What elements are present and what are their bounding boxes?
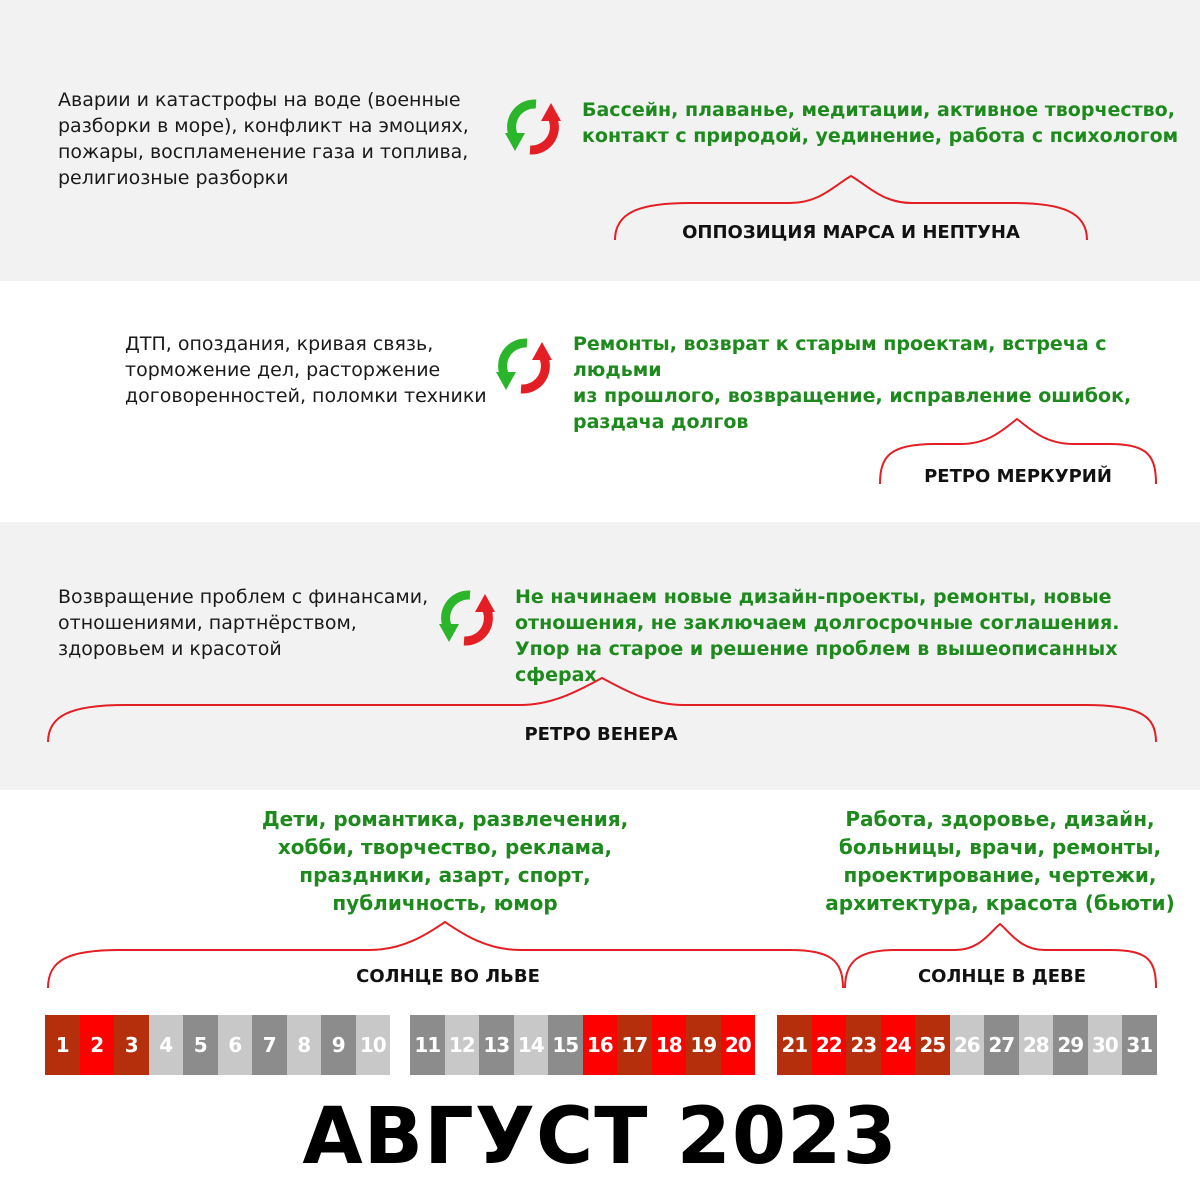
day-cell-24: 24 (881, 1015, 916, 1075)
sun-leo-themes: Дети, романтика, развлечения, хобби, творчество, реклама, праздники, азарт, спорт, публичность, юмор (261, 807, 629, 915)
day-cell-28: 28 (1019, 1015, 1054, 1075)
mercury-positive-text: Ремонты, возврат к старым проектам, встреча с людьми из прошлого, возвращение, исправление ошибок, раздача долгов (573, 333, 1132, 433)
day-cell-16: 16 (583, 1015, 618, 1075)
day-strip-21-31 (777, 1015, 1157, 1075)
day-cell-15: 15 (548, 1015, 583, 1075)
mars-neptune-negative-text: Аварии и катастрофы на воде (военные разборки в море), конфликт на эмоциях, пожары, воспламенение газа и топлива, религиозные разборки (58, 89, 469, 189)
day-cell-14: 14 (514, 1015, 549, 1075)
day-cell-8: 8 (287, 1015, 322, 1075)
day-cell-3: 3 (114, 1015, 149, 1075)
day-cell-27: 27 (984, 1015, 1019, 1075)
mercury-negative-text: ДТП, опоздания, кривая связь, торможение дел, расторжение договоренностей, поломки техники (125, 333, 487, 407)
day-cell-1: 1 (45, 1015, 80, 1075)
day-cell-18: 18 (652, 1015, 687, 1075)
venus-positive-text: Не начинаем новые дизайн-проекты, ремонты, новые отношения, не заключаем долгосрочные соглашения. Упор на старое и решение проблем в вышеописанных сферах (515, 586, 1120, 686)
day-strip-1-10 (45, 1015, 390, 1075)
day-cell-21: 21 (777, 1015, 812, 1075)
sun-virgo-label: СОЛНЦЕ В ДЕВЕ (917, 966, 1087, 987)
day-cell-23: 23 (846, 1015, 881, 1075)
day-cell-20: 20 (721, 1015, 756, 1075)
day-cell-26: 26 (950, 1015, 985, 1075)
day-cell-6: 6 (218, 1015, 253, 1075)
day-cell-10: 10 (356, 1015, 391, 1075)
day-cell-11: 11 (410, 1015, 445, 1075)
day-cell-12: 12 (445, 1015, 480, 1075)
day-cell-29: 29 (1053, 1015, 1088, 1075)
day-cell-19: 19 (686, 1015, 721, 1075)
day-cell-9: 9 (321, 1015, 356, 1075)
refresh-cycle-icon (494, 334, 554, 398)
day-cell-22: 22 (812, 1015, 847, 1075)
day-cell-25: 25 (915, 1015, 950, 1075)
day-cell-2: 2 (80, 1015, 115, 1075)
mars-neptune-positive-text: Бассейн, плаванье, медитации, активное творчество, контакт с природой, уединение, работа с психологом (582, 99, 1179, 147)
sun-virgo-themes: Работа, здоровье, дизайн, больницы, врачи, ремонты, проектирование, чертежи, архитектура, красота (бьюти) (825, 807, 1175, 915)
day-cell-13: 13 (479, 1015, 514, 1075)
day-cell-5: 5 (183, 1015, 218, 1075)
refresh-cycle-icon (437, 586, 497, 650)
day-strip-11-20 (410, 1015, 755, 1075)
venus-negative-text: Возвращение проблем с финансами, отношениями, партнёрством, здоровьем и красотой (58, 586, 429, 660)
day-cell-30: 30 (1088, 1015, 1123, 1075)
day-cell-17: 17 (617, 1015, 652, 1075)
month-title: АВГУСТ 2023 (302, 1092, 898, 1182)
mars-neptune-label: ОППОЗИЦИЯ МАРСА И НЕПТУНА (682, 222, 1020, 243)
day-cell-7: 7 (252, 1015, 287, 1075)
sun-leo-label: СОЛНЦЕ ВО ЛЬВЕ (356, 966, 540, 987)
day-cell-4: 4 (149, 1015, 184, 1075)
refresh-cycle-icon (503, 95, 563, 159)
venus-label: РЕТРО ВЕНЕРА (524, 724, 678, 745)
mercury-label: РЕТРО МЕРКУРИЙ (924, 466, 1112, 487)
day-cell-31: 31 (1122, 1015, 1157, 1075)
